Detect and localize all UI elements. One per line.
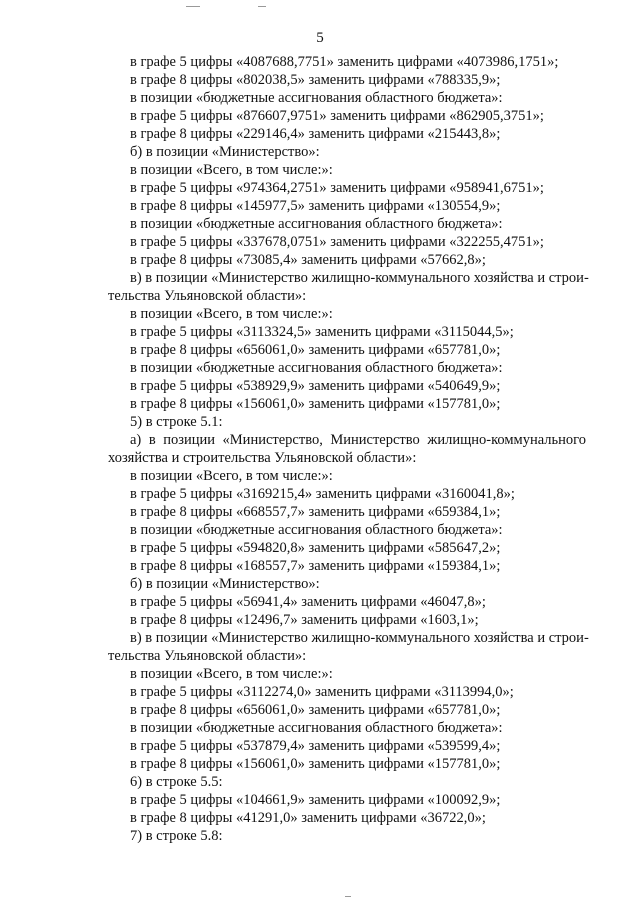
text-line: в графе 5 цифры «594820,8» заменить цифрами «585647,2»; (130, 540, 501, 556)
text-line: в графе 8 цифры «229146,4» заменить цифрами «215443,8»; (130, 126, 501, 142)
text-line: в позиции «бюджетные ассигнования областного бюджета»: (130, 720, 503, 736)
text-line: в графе 5 цифры «3169215,4» заменить цифрами «3160041,8»; (130, 486, 515, 502)
text-line: в графе 5 цифры «4087688,7751» заменить цифрами «4073986,1751»; (130, 54, 559, 70)
text-line: в графе 5 цифры «104661,9» заменить цифрами «100092,9»; (130, 792, 501, 808)
text-line: 6) в строке 5.5: (130, 774, 223, 790)
scan-speck (345, 896, 351, 897)
text-line: тельства Ульяновской области»: (108, 288, 307, 304)
text-line: в графе 5 цифры «974364,2751» заменить цифрами «958941,6751»; (130, 180, 544, 196)
scan-speck (258, 6, 266, 7)
text-line: в графе 8 цифры «73085,4» заменить цифрами «57662,8»; (130, 252, 486, 268)
text-line: в позиции «Всего, в том числе:»: (130, 162, 333, 178)
text-line: 7) в строке 5.8: (130, 828, 223, 844)
text-line: в графе 8 цифры «168557,7» заменить цифрами «159384,1»; (130, 558, 501, 574)
text-line: в графе 8 цифры «668557,7» заменить цифрами «659384,1»; (130, 504, 501, 520)
text-line: в графе 8 цифры «156061,0» заменить цифрами «157781,0»; (130, 396, 501, 412)
text-line: в графе 5 цифры «537879,4» заменить цифрами «539599,4»; (130, 738, 501, 754)
text-line: тельства Ульяновской области»: (108, 648, 307, 664)
text-line: в графе 5 цифры «876607,9751» заменить цифрами «862905,3751»; (130, 108, 544, 124)
text-line: в позиции «бюджетные ассигнования областного бюджета»: (130, 90, 503, 106)
text-line: в позиции «бюджетные ассигнования областного бюджета»: (130, 216, 503, 232)
text-line: в графе 8 цифры «41291,0» заменить цифрами «36722,0»; (130, 810, 486, 826)
text-line: в) в позиции «Министерство жилищно-коммунального хозяйства и строи- (130, 630, 589, 646)
text-line: в графе 5 цифры «3112274,0» заменить цифрами «3113994,0»; (130, 684, 514, 700)
text-line: в графе 5 цифры «56941,4» заменить цифрами «46047,8»; (130, 594, 486, 610)
text-line: в позиции «Всего, в том числе:»: (130, 666, 333, 682)
text-line: 5) в строке 5.1: (130, 414, 223, 430)
text-line: в позиции «бюджетные ассигнования областного бюджета»: (130, 360, 503, 376)
text-line: б) в позиции «Министерство»: (130, 144, 320, 160)
text-line: в графе 8 цифры «12496,7» заменить цифрами «1603,1»; (130, 612, 479, 628)
text-line: б) в позиции «Министерство»: (130, 576, 320, 592)
page-number: 5 (316, 30, 324, 46)
text-line: в графе 8 цифры «656061,0» заменить цифрами «657781,0»; (130, 342, 501, 358)
text-line: в графе 5 цифры «3113324,5» заменить цифрами «3115044,5»; (130, 324, 514, 340)
text-line: а) в позиции «Министерство, Министерство жилищно-коммунального (130, 432, 586, 448)
text-line: в графе 5 цифры «337678,0751» заменить цифрами «322255,4751»; (130, 234, 544, 250)
text-line: в позиции «Всего, в том числе:»: (130, 468, 333, 484)
text-line: в позиции «бюджетные ассигнования областного бюджета»: (130, 522, 503, 538)
text-line: в позиции «Всего, в том числе:»: (130, 306, 333, 322)
text-line: в) в позиции «Министерство жилищно-коммунального хозяйства и строи- (130, 270, 589, 286)
text-line: в графе 8 цифры «145977,5» заменить цифрами «130554,9»; (130, 198, 501, 214)
text-line: в графе 8 цифры «156061,0» заменить цифрами «157781,0»; (130, 756, 501, 772)
text-line: в графе 5 цифры «538929,9» заменить цифрами «540649,9»; (130, 378, 501, 394)
text-line: в графе 8 цифры «802038,5» заменить цифрами «788335,9»; (130, 72, 501, 88)
text-line: хозяйства и строительства Ульяновской области»: (108, 450, 417, 466)
scan-speck (186, 6, 200, 7)
text-line: в графе 8 цифры «656061,0» заменить цифрами «657781,0»; (130, 702, 501, 718)
